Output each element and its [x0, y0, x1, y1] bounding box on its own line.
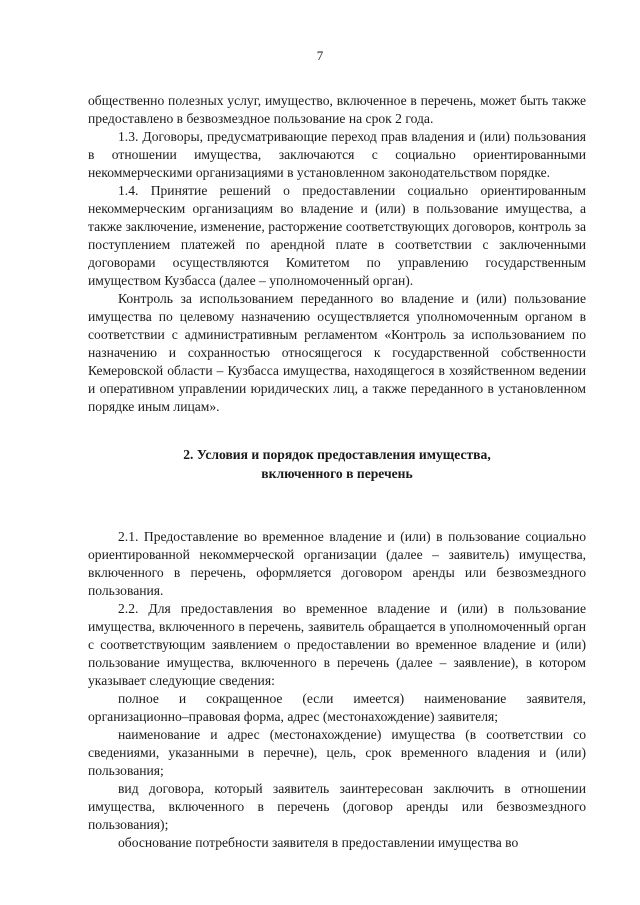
list-item-address: наименование и адрес (местонахождение) имущества (в соответствии со сведениями, указанными в перечне), цель, срок временного владения и (или) пользования; — [88, 727, 586, 778]
paragraph-2-2: 2.2. Для предоставления во временное владение и (или) в пользование имущества, включенного в перечень, заявитель обращается в уполномоченный орган с соответствующим заявлением о предоставлении во временное владение и (или) пользование имущества, включенного в перечень (далее – заявление), в котором указывает следующие сведения: — [88, 601, 586, 688]
section-heading-line2: включенного в перечень — [261, 466, 413, 481]
section-heading-line1: 2. Условия и порядок предоставления имущества, — [183, 447, 491, 462]
page-number: 7 — [316, 48, 324, 63]
paragraph-2-1: 2.1. Предоставление во временное владение и (или) в пользование социально ориентированной некоммерческой организации (далее – заявитель) имущества, включенного в перечень, оформляется договором аренды или безвозмездного пользования. — [88, 529, 586, 598]
list-item-name: полное и сокращенное (если имеется) наименование заявителя, организационно–правовая форма, адрес (местонахождение) заявителя; — [88, 691, 586, 724]
list-item-justification: обоснование потребности заявителя в предоставлении имущества во — [118, 835, 519, 850]
paragraph-continuation: общественно полезных услуг, имущество, включенное в перечень, может быть также предоставлено в безвозмездное пользование на срок 2 года. — [88, 93, 586, 126]
list-item-contract-type: вид договора, который заявитель заинтересован заключить в отношении имущества, включенного в перечень (договор аренды или безвозмездного пользования); — [88, 781, 586, 832]
section-heading — [88, 445, 586, 483]
paragraph-1-4: 1.4. Принятие решений о предоставлении социально ориентированным некоммерческим организациям во владение и (или) в пользование имущества, а также заключение, изменение, расторжение соответствующих договоров, контроль за поступлением платежей по арендной плате в соответствии с заключенными договорами осуществляются Комитетом по управлению государственным имуществом Кузбасса (далее – уполномоченный орган). — [88, 183, 586, 288]
paragraph-control: Контроль за использованием переданного во владение и (или) пользование имущества по целевому назначению осуществляется уполномоченным органом в соответствии с административным регламентом «Контроль за использованием по назначению и сохранностью относящегося к государственной собственности Кемеровской области – Кузбасса имущества, находящегося в хозяйственном ведении и оперативном управлении юридических лиц, а также переданного в установленном порядке иным лицам». — [88, 291, 586, 414]
paragraph-1-3: 1.3. Договоры, предусматривающие переход прав владения и (или) пользования в отношении имущества, заключаются с социально ориентированными некоммерческими организациями в установленном законодательством порядке. — [88, 129, 586, 180]
document-body — [88, 92, 586, 852]
